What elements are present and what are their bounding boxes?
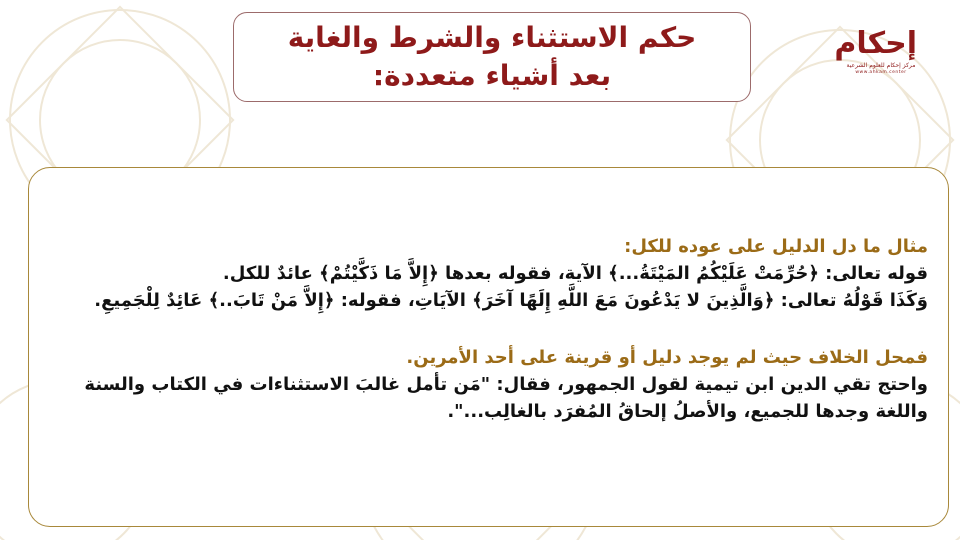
logo-org: مركز إحكام للعلوم الشرعية: [846, 62, 916, 69]
section2-line1: واحتج تقي الدين ابن تيمية لقول الجمهور، فقال: "مَن تأمل غالبَ الاستثناءات في الكتاب والسنة: [84, 374, 928, 395]
page-subtitle: بعد أشياء متعددة:: [372, 59, 612, 92]
paragraph-gap: [48, 314, 928, 344]
logo: [834, 26, 917, 96]
title-box: [233, 12, 751, 102]
logo-tagline: www.ahkam.center: [855, 70, 907, 75]
logo-word: إحكام: [834, 26, 917, 61]
section2-heading: فمحل الخلاف حيث لم يوجد دليل أو قرينة على أحد الأمرين.: [406, 347, 928, 368]
section1-line2: وَكَذَا قَوْلُهُ تعالى: ﴿وَالَّذِينَ لا يَدْعُونَ مَعَ اللَّهِ إِلَهًا آخَرَ﴾ الآيَاتِ، فقوله: ﴿إِلاَّ مَنْ تَابَ..﴾ عَائِدٌ لِلْجَمِيعِ.: [94, 290, 928, 311]
section2-line2: واللغة وجدها للجميع، والأصلُ إلحاقُ المُفرَد بالغالِب...".: [447, 401, 928, 422]
content-body: [48, 233, 928, 425]
section1-line1: قوله تعالى: ﴿حُرِّمَتْ عَلَيْكُمُ المَيْتَةُ...﴾ الآية، فقوله بعدها ﴿إِلاَّ مَا ذَكَّيْتُمْ﴾ عائدٌ للكل.: [222, 263, 928, 284]
section1-heading: مثال ما دل الدليل على عوده للكل:: [624, 236, 928, 257]
page-title: حكم الاستثناء والشرط والغاية: [287, 21, 697, 54]
